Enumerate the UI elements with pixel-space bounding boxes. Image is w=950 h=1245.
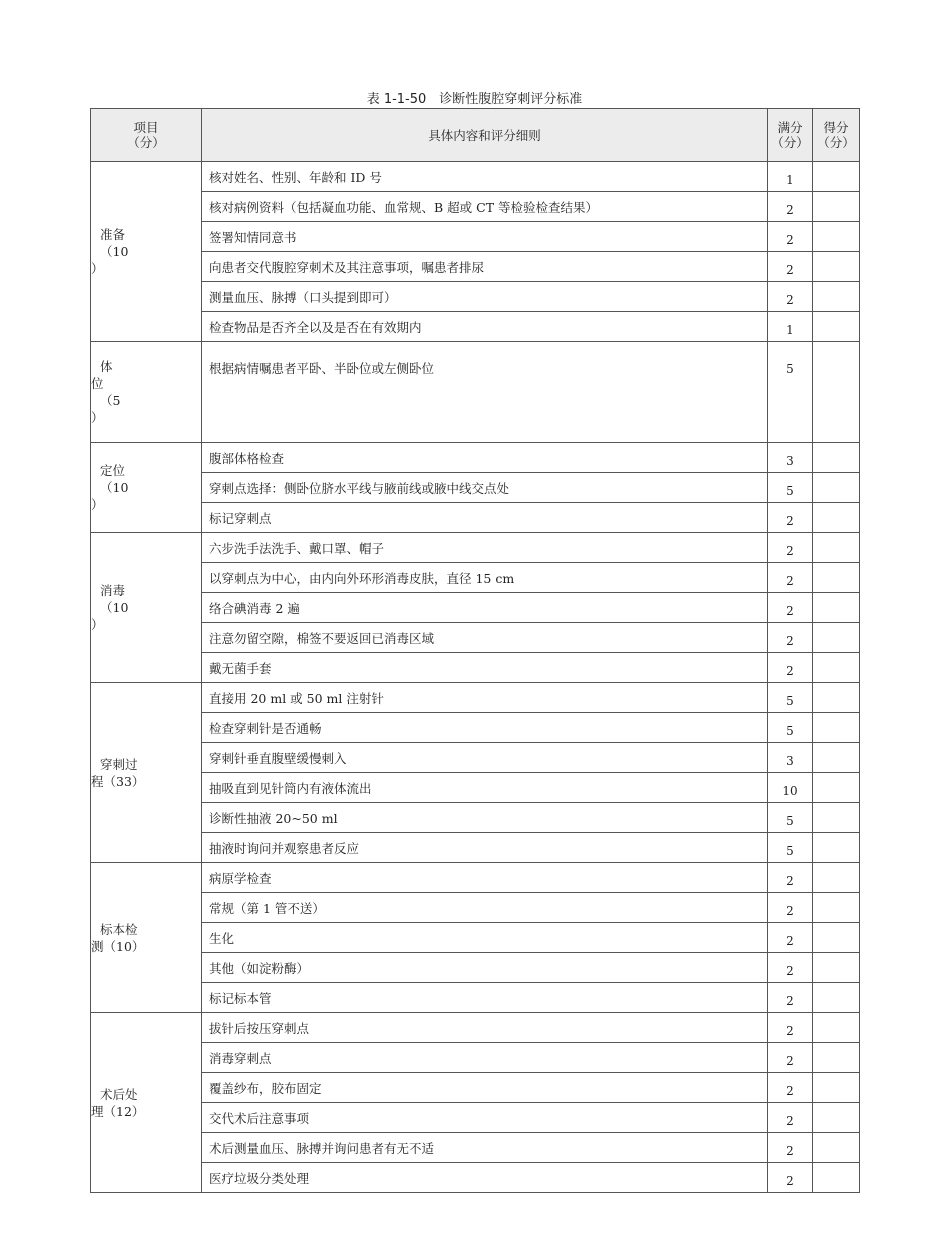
obtained-score-cell[interactable] xyxy=(813,252,860,282)
full-score-cell: 3 xyxy=(768,443,813,473)
obtained-score-cell[interactable] xyxy=(813,342,860,443)
category-label-line: （10 xyxy=(100,244,129,259)
criteria-text: 穿刺针垂直腹壁缓慢刺入 xyxy=(202,743,768,773)
obtained-score-cell[interactable] xyxy=(813,473,860,503)
full-score-cell: 3 xyxy=(768,743,813,773)
full-score-cell: 2 xyxy=(768,533,813,563)
full-score-cell: 2 xyxy=(768,563,813,593)
category-cell xyxy=(91,342,202,443)
category-label-line: 理（12） xyxy=(91,1103,145,1119)
criteria-text: 直接用 20 ml 或 50 ml 注射针 xyxy=(202,683,768,713)
table-row xyxy=(91,1163,860,1193)
full-score-cell: 1 xyxy=(768,162,813,192)
table-row xyxy=(91,563,860,593)
obtained-score-cell[interactable] xyxy=(813,162,860,192)
header-item-line: （分） xyxy=(127,135,165,150)
full-score-cell: 2 xyxy=(768,1043,813,1073)
category-label-line: ） xyxy=(91,261,104,276)
obtained-score-cell[interactable] xyxy=(813,893,860,923)
criteria-text: 覆盖纱布，胶布固定 xyxy=(202,1073,768,1103)
header-full-line: 满分 xyxy=(777,120,803,135)
table-row xyxy=(91,312,860,342)
full-score-cell: 5 xyxy=(768,342,813,443)
criteria-text: 诊断性抽液 20~50 ml xyxy=(202,803,768,833)
table-row xyxy=(91,252,860,282)
obtained-score-cell[interactable] xyxy=(813,1073,860,1103)
table-row xyxy=(91,653,860,683)
table-row xyxy=(91,833,860,863)
table-row xyxy=(91,713,860,743)
criteria-text: 络合碘消毒 2 遍 xyxy=(202,593,768,623)
obtained-score-cell[interactable] xyxy=(813,1103,860,1133)
obtained-score-cell[interactable] xyxy=(813,683,860,713)
table-row xyxy=(91,222,860,252)
criteria-text: 核对病例资料（包括凝血功能、血常规、B 超或 CT 等检验检查结果） xyxy=(202,192,768,222)
category-label-line: ） xyxy=(91,410,104,425)
full-score-cell: 1 xyxy=(768,312,813,342)
full-score-cell: 2 xyxy=(768,1013,813,1043)
header-got-line: （分） xyxy=(817,135,855,150)
criteria-text: 其他（如淀粉酶） xyxy=(202,953,768,983)
table-row xyxy=(91,623,860,653)
criteria-text: 常规（第 1 管不送） xyxy=(202,893,768,923)
criteria-text: 向患者交代腹腔穿刺术及其注意事项，嘱患者排尿 xyxy=(202,252,768,282)
table-row xyxy=(91,923,860,953)
criteria-text: 六步洗手法洗手、戴口罩、帽子 xyxy=(202,533,768,563)
category-label-line: ） xyxy=(91,617,104,632)
table-row xyxy=(91,162,860,192)
obtained-score-cell[interactable] xyxy=(813,312,860,342)
category-label-line: （10 xyxy=(100,480,129,495)
table-row xyxy=(91,473,860,503)
criteria-text: 以穿刺点为中心，由内向外环形消毒皮肤，直径 15 cm xyxy=(202,563,768,593)
header-item xyxy=(91,109,202,162)
criteria-text: 穿刺点选择：侧卧位脐水平线与腋前线或腋中线交点处 xyxy=(202,473,768,503)
table-row xyxy=(91,342,860,443)
obtained-score-cell[interactable] xyxy=(813,1043,860,1073)
criteria-text: 病原学检查 xyxy=(202,863,768,893)
criteria-text: 消毒穿刺点 xyxy=(202,1043,768,1073)
full-score-cell: 2 xyxy=(768,1073,813,1103)
table-row xyxy=(91,803,860,833)
category-label-line: 标本检 xyxy=(100,921,138,937)
full-score-cell: 2 xyxy=(768,1133,813,1163)
table-row xyxy=(91,1133,860,1163)
full-score-cell: 2 xyxy=(768,503,813,533)
table-row xyxy=(91,683,860,713)
category-cell xyxy=(91,443,202,533)
header-item-line: 项目 xyxy=(133,120,159,135)
scoring-table xyxy=(90,108,860,1193)
header-full-score xyxy=(768,109,813,162)
criteria-text: 抽吸直到见针筒内有液体流出 xyxy=(202,773,768,803)
criteria-text: 测量血压、脉搏（口头提到即可） xyxy=(202,282,768,312)
category-cell xyxy=(91,1013,202,1193)
obtained-score-cell[interactable] xyxy=(813,863,860,893)
full-score-cell: 2 xyxy=(768,863,813,893)
category-label-line: 定位 xyxy=(100,463,126,478)
category-label-line: 体 xyxy=(100,359,113,374)
obtained-score-cell[interactable] xyxy=(813,282,860,312)
full-score-cell: 2 xyxy=(768,923,813,953)
table-row xyxy=(91,533,860,563)
table-row xyxy=(91,743,860,773)
obtained-score-cell[interactable] xyxy=(813,1163,860,1193)
criteria-text: 术后测量血压、脉搏并询问患者有无不适 xyxy=(202,1133,768,1163)
full-score-cell: 5 xyxy=(768,803,813,833)
obtained-score-cell[interactable] xyxy=(813,222,860,252)
full-score-cell: 2 xyxy=(768,593,813,623)
table-row xyxy=(91,503,860,533)
category-label-line: 术后处 xyxy=(100,1086,138,1102)
obtained-score-cell[interactable] xyxy=(813,773,860,803)
full-score-cell: 2 xyxy=(768,623,813,653)
obtained-score-cell[interactable] xyxy=(813,803,860,833)
full-score-cell: 2 xyxy=(768,222,813,252)
table-header-row xyxy=(91,109,860,162)
obtained-score-cell[interactable] xyxy=(813,443,860,473)
category-label-line: 穿刺过 xyxy=(100,756,138,772)
table-row xyxy=(91,1013,860,1043)
full-score-cell: 5 xyxy=(768,683,813,713)
full-score-cell: 2 xyxy=(768,1163,813,1193)
category-cell xyxy=(91,533,202,683)
full-score-cell: 2 xyxy=(768,252,813,282)
obtained-score-cell[interactable] xyxy=(813,593,860,623)
obtained-score-cell[interactable] xyxy=(813,1013,860,1043)
header-full-line: （分） xyxy=(771,135,809,150)
criteria-text: 核对姓名、性别、年龄和 ID 号 xyxy=(202,162,768,192)
table-row xyxy=(91,282,860,312)
full-score-cell: 2 xyxy=(768,983,813,1013)
header-got-score xyxy=(813,109,860,162)
full-score-cell: 5 xyxy=(768,713,813,743)
full-score-cell: 2 xyxy=(768,953,813,983)
category-label-line: 消毒 xyxy=(100,583,126,598)
table-row xyxy=(91,1073,860,1103)
criteria-text: 标记穿刺点 xyxy=(202,503,768,533)
criteria-text: 腹部体格检查 xyxy=(202,443,768,473)
obtained-score-cell[interactable] xyxy=(813,833,860,863)
table-caption: 表 1-1-50 诊断性腹腔穿刺评分标准 xyxy=(366,92,583,107)
criteria-text: 注意勿留空隙，棉签不要返回已消毒区域 xyxy=(202,623,768,653)
category-cell xyxy=(91,863,202,1013)
category-cell xyxy=(91,683,202,863)
table-row xyxy=(91,953,860,983)
header-got-line: 得分 xyxy=(823,120,849,135)
table-row xyxy=(91,983,860,1013)
criteria-text: 戴无菌手套 xyxy=(202,653,768,683)
criteria-text: 签署知情同意书 xyxy=(202,222,768,252)
full-score-cell: 2 xyxy=(768,1103,813,1133)
full-score-cell: 2 xyxy=(768,192,813,222)
criteria-text: 根据病情嘱患者平卧、半卧位或左侧卧位 xyxy=(202,342,768,443)
category-label-line: 准备 xyxy=(100,227,126,242)
header-detail: 具体内容和评分细则 xyxy=(202,109,768,162)
obtained-score-cell[interactable] xyxy=(813,533,860,563)
category-label-line: 程（33） xyxy=(91,773,145,789)
obtained-score-cell[interactable] xyxy=(813,563,860,593)
criteria-text: 生化 xyxy=(202,923,768,953)
full-score-cell: 2 xyxy=(768,282,813,312)
criteria-text: 标记标本管 xyxy=(202,983,768,1013)
obtained-score-cell[interactable] xyxy=(813,1133,860,1163)
full-score-cell: 5 xyxy=(768,473,813,503)
obtained-score-cell[interactable] xyxy=(813,743,860,773)
table-body xyxy=(91,162,860,1193)
criteria-text: 抽液时询问并观察患者反应 xyxy=(202,833,768,863)
obtained-score-cell[interactable] xyxy=(813,503,860,533)
category-label-line: 位 xyxy=(91,376,104,391)
category-label-line: （10 xyxy=(100,600,129,615)
category-cell xyxy=(91,162,202,342)
table-row xyxy=(91,893,860,923)
obtained-score-cell[interactable] xyxy=(813,923,860,953)
table-row xyxy=(91,863,860,893)
obtained-score-cell[interactable] xyxy=(813,653,860,683)
table-row xyxy=(91,443,860,473)
full-score-cell: 2 xyxy=(768,653,813,683)
obtained-score-cell[interactable] xyxy=(813,192,860,222)
category-label-line: （5 xyxy=(100,393,121,408)
criteria-text: 检查穿刺针是否通畅 xyxy=(202,713,768,743)
criteria-text: 拔针后按压穿刺点 xyxy=(202,1013,768,1043)
full-score-cell: 2 xyxy=(768,893,813,923)
criteria-text: 检查物品是否齐全以及是否在有效期内 xyxy=(202,312,768,342)
obtained-score-cell[interactable] xyxy=(813,713,860,743)
table-row xyxy=(91,593,860,623)
table-row xyxy=(91,1043,860,1073)
obtained-score-cell[interactable] xyxy=(813,953,860,983)
obtained-score-cell[interactable] xyxy=(813,623,860,653)
table-row xyxy=(91,773,860,803)
table-row xyxy=(91,1103,860,1133)
category-label-line: ） xyxy=(91,497,104,512)
criteria-text: 医疗垃圾分类处理 xyxy=(202,1163,768,1193)
table-row xyxy=(91,192,860,222)
obtained-score-cell[interactable] xyxy=(813,983,860,1013)
full-score-cell: 5 xyxy=(768,833,813,863)
criteria-text: 交代术后注意事项 xyxy=(202,1103,768,1133)
full-score-cell: 10 xyxy=(768,773,813,803)
category-label-line: 测（10） xyxy=(91,938,145,954)
